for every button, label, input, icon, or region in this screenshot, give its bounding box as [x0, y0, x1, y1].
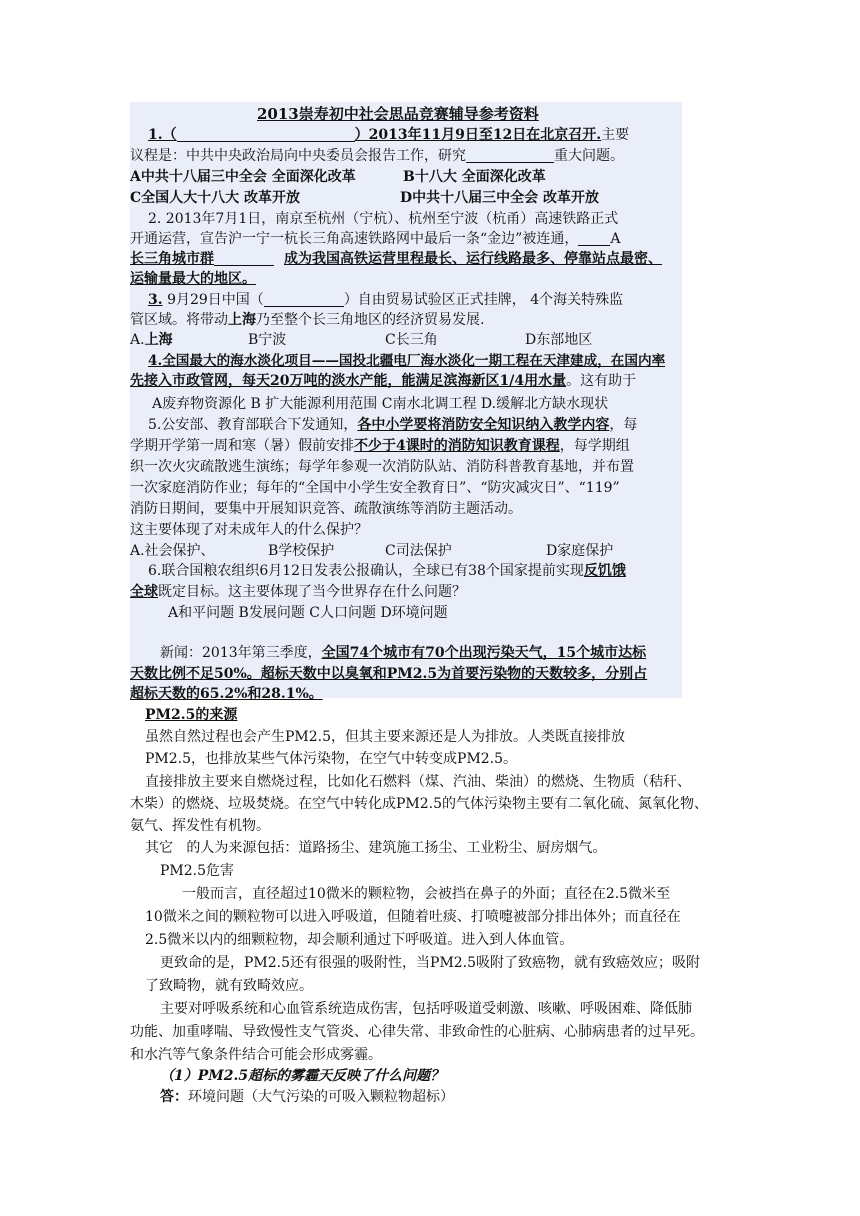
q5-option-d: D家庭保护 — [546, 543, 614, 559]
q2-line3 — [130, 249, 662, 271]
q3-line1 — [148, 290, 623, 312]
answer-blank — [177, 127, 355, 142]
q2-answer: 长三角城市群 — [130, 251, 214, 267]
q3-line2-end: 乃至整个长三角地区的经济贸易发展. — [256, 312, 485, 328]
q5-line4: 一次家庭消防作业；每年的“全国中小学生安全教育日”、“防灾减灾日”、“119” — [130, 480, 620, 496]
q5-line1-text: 5.公安部、教育部联合下发通知， — [148, 417, 358, 433]
q3-option-a — [130, 330, 173, 352]
q3-line1-end: ）自由贸易试验区正式挂牌， 4个海关特殊监 — [343, 292, 624, 308]
q5-option-c: C司法保护 — [385, 543, 452, 559]
q6-line2 — [130, 582, 466, 604]
q3-option-b: B宁波 — [248, 332, 287, 348]
q6-options: A和平问题 B发展问题 C人口问题 D环境问题 — [168, 605, 448, 621]
answer-blank — [264, 292, 344, 307]
q5-option-b: B学校保护 — [268, 543, 335, 559]
q3-number: 3. — [148, 292, 163, 308]
pm-harm-4: 更致命的是，PM2.5还有很强的吸附性，当PM2.5吸附了致癌物，就有致癌效应；吸附 — [160, 955, 701, 971]
pm-answer — [160, 1087, 454, 1109]
q5-key-1: 各中小学要将消防安全知识纳入教学内容 — [357, 417, 610, 433]
q5-line5: 消防日期间，要集中开展知识竞答、疏散演练等消防主题活动。 — [130, 501, 522, 517]
q4-options: A废弃物资源化 B 扩大能源利用范围 C南水北调工程 D.缓解北方缺水现状 — [152, 396, 609, 412]
q5-line2-end: ，每学期组 — [559, 438, 630, 454]
pm-harm-heading: PM2.5危害 — [160, 863, 235, 879]
q3-option-d: D东部地区 — [525, 332, 593, 348]
q3-line1-text: 9月29日中国（ — [167, 292, 264, 308]
q1-option-c: C全国人大十八大 改革开放 — [130, 190, 301, 206]
answer-label: 答： — [160, 1089, 188, 1105]
q2-line4: 运输量最大的地区。 — [130, 271, 256, 287]
q2-line1: 2. 2013年7月1日，南京至杭州（宁杭）、杭州至宁波（杭甬）高速铁路正式 — [148, 211, 619, 227]
pm-harm-7: 功能、加重哮喘、导致慢性支气管炎、心律失常、非致命性的心脏病、心肺病患者的过早死。 — [130, 1024, 704, 1040]
pm-p2c: 氨气、挥发性有机物。 — [130, 818, 270, 834]
q2-answer-letter: A — [610, 231, 621, 247]
q1-line1 — [148, 125, 629, 147]
q3-option-c: C长三角 — [385, 332, 438, 348]
q5-line2-text: 学期开学第一周和寒（暑）假前安排 — [130, 438, 354, 454]
news-line3: 超标天数的65.2%和28.1%。 — [130, 686, 323, 702]
q1-line2 — [130, 146, 624, 168]
q3-option-a-label: A. — [130, 332, 145, 348]
q3-line2 — [130, 310, 484, 332]
news-lead: 新闻：2013年第三季度， — [160, 645, 322, 661]
pm-p1b: PM2.5，也排放某些气体污染物，在空气中转变成PM2.5。 — [145, 751, 518, 767]
q1-line2-text: 议程是：中共中央政治局向中央委员会报告工作，研究 — [130, 148, 466, 164]
q6-keyword-1: 反饥饿 — [583, 563, 626, 579]
q1-option-d: D中共十八届三中全会 改革开放 — [400, 190, 600, 206]
q2-line2-text: 开通运营，宣告沪一宁一杭长三角高速铁路网中最后一条“金边”被连通， — [130, 231, 579, 247]
q2-line2 — [130, 229, 620, 251]
q6-line1 — [148, 561, 626, 583]
document-title: 2013崇寿初中社会思品竞赛辅导参考资料 — [257, 105, 539, 123]
answer-blank — [214, 251, 274, 266]
q4-line2 — [130, 371, 636, 393]
q4-line1: 4.全国最大的海水淡化项目——国投北疆电厂海水淡化一期工程在天津建成，在国内率 — [148, 353, 666, 369]
pm-harm-8: 和水汽等气象条件结合可能会形成雾霾。 — [130, 1047, 382, 1063]
q3-keyword: 上海 — [228, 312, 256, 328]
news-line1 — [160, 643, 646, 665]
pm-harm-2: 10微米之间的颗粒物可以进入呼吸道，但随着吐痰、打喷嚏被部分排出体外；而直径在 — [145, 909, 681, 925]
q1-tail: 主要 — [601, 127, 630, 143]
q1-number: 1.（ — [148, 127, 177, 143]
q6-line1-text: 6.联合国粮农组织6月12日发表公报确认，全球已有38个国家提前实现 — [148, 563, 584, 579]
q5-option-a: A.社会保护、 — [130, 543, 215, 559]
pm-p2a: 直接排放主要来自燃烧过程，比如化石燃料（煤、汽油、柴油）的燃烧、生物质（秸秆、 — [145, 774, 691, 790]
q5-line1-end: ，每 — [609, 417, 638, 433]
q3-option-a-text: 上海 — [144, 332, 173, 348]
pm-question: （1）PM2.5超标的雾霾天反映了什么问题？ — [160, 1068, 445, 1084]
news-highlight: 全国74个城市有70个出现污染天气，15个城市达标 — [321, 645, 647, 661]
pm-p2b: 木柴）的燃烧、垃圾焚烧。在空气中转化成PM2.5的气体污染物主要有二氧化硫、氮氧化物、 — [130, 796, 709, 812]
pm-harm-1: 一般而言，直径超过10微米的颗粒物，会被挡在鼻子的外面；直径在2.5微米至 — [182, 886, 671, 902]
pm-source-heading: PM2.5的来源 — [145, 707, 238, 723]
q1-option-a: A中共十八届三中全会 全面深化改革 — [130, 169, 356, 185]
answer-blank — [466, 148, 554, 163]
q6-keyword-2: 全球 — [130, 584, 158, 600]
q1-date: 2013年11月9日至12日在北京召开. — [368, 127, 602, 143]
pm-harm-3: 2.5微米以内的细颗粒物，却会顺利通过下呼吸道。进入到人体血管。 — [145, 932, 574, 948]
answer-text: 环境问题（大气污染的可吸入颗粒物超标） — [188, 1089, 454, 1105]
q1-close: ） — [354, 127, 369, 143]
q4-line2-text: 先接入市政管网，每天20万吨的淡水产能，能满足滨海新区1/4用水量 — [130, 373, 567, 389]
q5-key-2: 不少于4课时的消防知识教育课程 — [354, 438, 560, 454]
news-line2: 天数比例不足50%。超标天数中以臭氧和PM2.5为首要污染物的天数较多，分别占 — [130, 666, 648, 682]
pm-harm-5: 了致畸物，就有致畸效应。 — [145, 978, 313, 994]
q4-line2-end: 。这有助于 — [566, 373, 637, 389]
q5-line2 — [130, 436, 630, 458]
q5-line1 — [148, 415, 637, 437]
pm-p3: 其它 的人为来源包括：道路扬尘、建筑施工扬尘、工业粉尘、厨房烟气。 — [145, 840, 607, 856]
q3-line2-text: 管区域。将带动 — [130, 312, 228, 328]
q2-line3-text: 成为我国高铁运营里程最长、运行线路最多、停靠站点最密、 — [284, 251, 662, 267]
q1-option-b: B十八大 全面深化改革 — [403, 169, 546, 185]
q5-line3: 织一次火灾疏散逃生演练；每学年参观一次消防队站、消防科普教育基地，并布置 — [130, 459, 634, 475]
pm-p1a: 虽然自然过程也会产生PM2.5，但其主要来源还是人为排放。人类既直接排放 — [145, 729, 626, 745]
pm-harm-6: 主要对呼吸系统和心血管系统造成伤害，包括呼吸道受刺激、咳嗽、呼吸困难、降低肺 — [160, 1001, 692, 1017]
answer-blank — [578, 231, 610, 246]
q1-line2-end: 重大问题。 — [554, 148, 624, 164]
q5-line6: 这主要体现了对未成年人的什么保护？ — [130, 522, 368, 538]
q6-line2-text: 既定目标。这主要体现了当今世界存在什么问题？ — [158, 584, 466, 600]
